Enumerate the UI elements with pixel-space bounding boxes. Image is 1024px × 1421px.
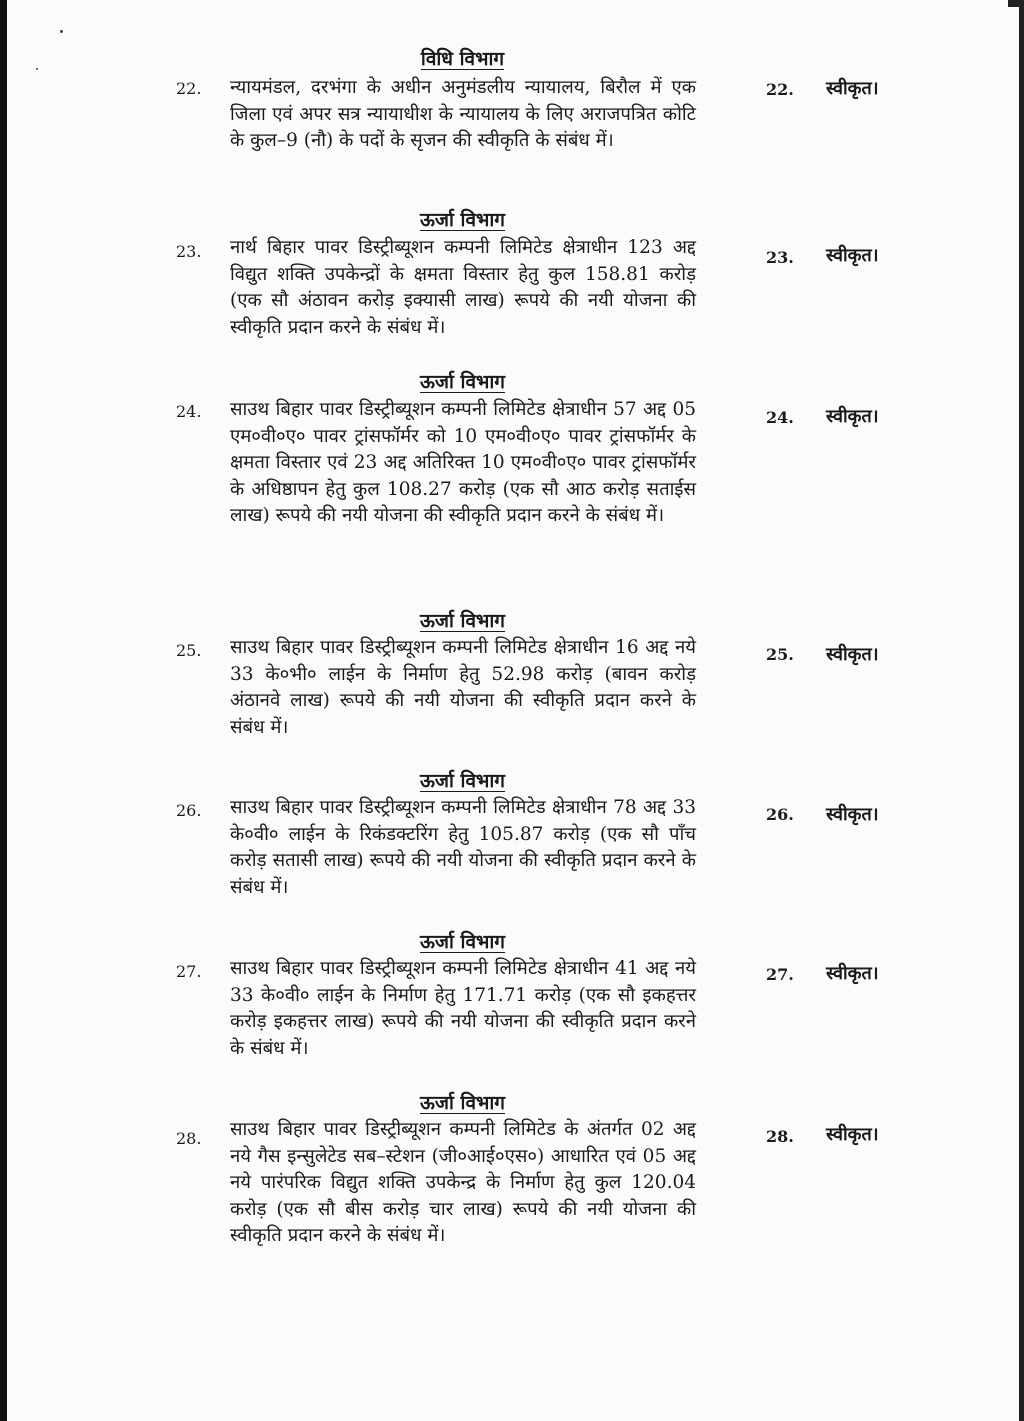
department-heading: विधि विभाग (420, 48, 505, 70)
decision-number: 25. (766, 645, 794, 664)
item-number: 27. (176, 962, 202, 981)
decision-number: 22. (766, 80, 794, 99)
decision-status: स्वीकृत। (826, 245, 879, 266)
decision-number: 23. (766, 248, 794, 267)
decision-status: स्वीकृत। (826, 406, 879, 427)
decision-status: स्वीकृत। (826, 644, 879, 665)
department-heading: ऊर्जा विभाग (419, 209, 505, 231)
item-description: साउथ बिहार पावर डिस्ट्रीब्यूशन कम्पनी लिमिटेड क्षेत्राधीन 57 अद्द 05 एम०वी०ए० पावर ट्रांसफॉर्मर को 10 एम०वी०ए० पावर ट्रांसफॉर्मर के क्षमता विस्तार एवं 23 अद्द अतिरिक्त 10 एम०वी०ए० पावर ट्रांसफॉर्मर के अधिष्ठापन हेतु कुल 108.27 करोड़ (एक सौ आठ करोड़ सताईस लाख) रूपये की नयी योजना की स्वीकृति प्रदान करने के संबंध में। (230, 399, 697, 526)
department-heading: ऊर्जा विभाग (419, 610, 505, 632)
department-heading: ऊर्जा विभाग (419, 770, 505, 792)
item-description: साउथ बिहार पावर डिस्ट्रीब्यूशन कम्पनी लिमिटेड क्षेत्राधीन 78 अद्द 33 के०वी० लाईन के रिकंडक्टरिंग हेतु 105.87 करोड़ (एक सौ पाँच करोड़ सतासी लाख) रूपये की नयी योजना की स्वीकृति प्रदान करने के संबंध में। (230, 797, 697, 898)
department-heading: ऊर्जा विभाग (419, 371, 505, 393)
scan-speck (36, 68, 38, 70)
item-description: नार्थ बिहार पावर डिस्ट्रीब्यूशन कम्पनी लिमिटेड क्षेत्राधीन 123 अद्द विद्युत शक्ति उपकेन्द्रों के क्षमता विस्तार हेतु कुल 158.81 करोड़ (एक सौ अंठावन करोड़ इक्यासी लाख) रूपये की नयी योजना की स्वीकृति प्रदान करने के संबंध में। (230, 237, 696, 338)
item-number: 26. (176, 801, 202, 820)
decision-number: 28. (766, 1127, 794, 1146)
department-heading: ऊर्जा विभाग (419, 931, 505, 953)
item-number: 23. (176, 242, 202, 261)
item-description: न्यायमंडल, दरभंगा के अधीन अनुमंडलीय न्यायालय, बिरौल में एक जिला एवं अपर सत्र न्यायाधीश के न्यायालय के लिए अराजपत्रित कोटि के कुल–9 (नौ) के पदों के सृजन की स्वीकृति के संबंध में। (230, 77, 696, 151)
item-number: 25. (176, 641, 202, 660)
item-number: 28. (176, 1129, 202, 1148)
scan-border-left (0, 0, 7, 1421)
decision-status: स्वीकृत। (826, 1124, 879, 1145)
item-number: 22. (176, 79, 202, 98)
decision-number: 26. (766, 805, 794, 824)
scan-border-right (1019, 0, 1024, 1421)
decision-status: स्वीकृत। (826, 963, 879, 984)
scan-border-corner (1008, 0, 1024, 7)
decision-number: 27. (766, 965, 794, 984)
item-number: 24. (176, 402, 202, 421)
scan-speck (60, 30, 63, 33)
item-description: साउथ बिहार पावर डिस्ट्रीब्यूशन कम्पनी लिमिटेड के अंतर्गत 02 अद्द नये गैस इन्सुलेटेड सब–स्टेशन (जी०आई०एस०) आधारित एवं 05 अद्द नये पारंपरिक विद्युत शक्ति उपकेन्द्र के निर्माण हेतु कुल 120.04 करोड़ (एक सौ बीस करोड़ चार लाख) रूपये की नयी योजना की स्वीकृति प्रदान करने के संबंध में। (230, 1119, 696, 1246)
decision-number: 24. (766, 408, 794, 427)
item-description: साउथ बिहार पावर डिस्ट्रीब्यूशन कम्पनी लिमिटेड क्षेत्राधीन 16 अद्द नये 33 के०भी० लाईन के निर्माण हेतु 52.98 करोड़ (बावन करोड़ अंठानवे लाख) रूपये की नयी योजना की स्वीकृति प्रदान करने के संबंध में। (230, 637, 696, 738)
decision-status: स्वीकृत। (826, 804, 879, 825)
department-heading: ऊर्जा विभाग (419, 1092, 505, 1114)
decision-status: स्वीकृत। (826, 78, 879, 99)
item-description: साउथ बिहार पावर डिस्ट्रीब्यूशन कम्पनी लिमिटेड क्षेत्राधीन 41 अद्द नये 33 के०वी० लाईन के निर्माण हेतु 171.71 करोड़ (एक सौ इकहत्तर करोड़ इकहत्तर लाख) रूपये की नयी योजना की स्वीकृति प्रदान करने के संबंध में। (230, 958, 696, 1059)
